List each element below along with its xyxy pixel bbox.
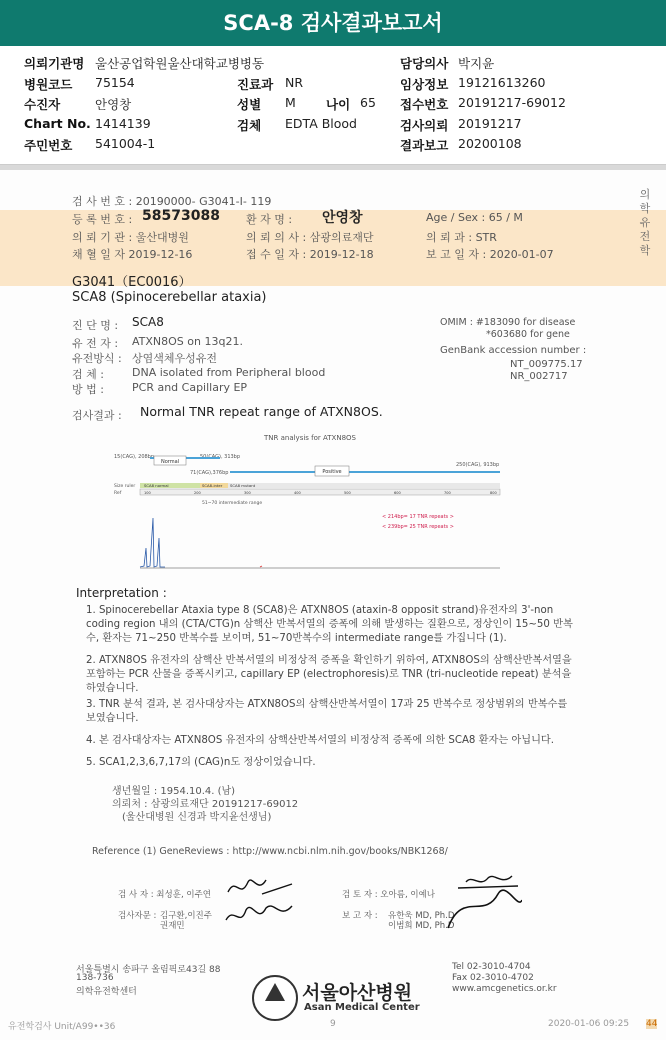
request-date-value: 20191217: [458, 116, 522, 131]
referrer-info: 의뢰처 : 삼광의료재단 20191217-69012: [112, 799, 299, 810]
signature-4: [448, 890, 522, 928]
trace-peaks: [140, 518, 165, 567]
footer-right: 2020-01-06 09:25: [548, 1019, 630, 1029]
result-label: 검사결과 :: [72, 409, 122, 422]
seg-inter-label: SCA8-inter: [202, 483, 223, 488]
omim-gene: *603680 for gene: [486, 329, 570, 340]
hospital-code-value: 75154: [95, 75, 135, 90]
genbank-nr: NR_002717: [510, 371, 568, 382]
website: www.amcgenetics.or.kr: [452, 984, 557, 994]
trace-marker: [260, 566, 262, 567]
report-title: SCA-8 검사결과보고서: [0, 0, 666, 46]
reporter: 유한욱 MD, Ph.D: [388, 911, 455, 921]
result-value: Normal TNR repeat range of ATXN8OS.: [140, 404, 383, 419]
diag-label: 진 단 명 :: [72, 319, 119, 332]
signatures: [222, 870, 522, 930]
footer-left: 유전학검사 Unit/A99••36: [8, 1022, 116, 1032]
dept-label: 진료과: [237, 77, 274, 92]
reg-no: 58573088: [142, 208, 220, 224]
clinical-label: 임상정보: [400, 77, 449, 92]
seg-normal-label: SCA8 normal: [144, 483, 169, 488]
specimen-value: EDTA Blood: [285, 116, 357, 131]
gene-label: 유 전 자 :: [72, 337, 119, 350]
figure-title: TNR analysis for ATXN8OS: [264, 434, 356, 442]
advisor-label: 검사자문 :: [118, 911, 157, 921]
advisor: 김구환,이진주: [160, 911, 212, 921]
positive-label: Positive: [322, 469, 342, 475]
attending-label: 담당의사: [400, 56, 449, 71]
req-doctor: 의 뢰 의 사 : 삼광의료재단: [246, 231, 374, 244]
reporter-label: 보 고 자 :: [342, 911, 378, 921]
specimen-label: 검체: [237, 118, 262, 133]
reporter-2: 이범희 MD, Ph.D: [388, 921, 455, 931]
report-date-label: 결과보고: [400, 138, 449, 153]
test-name: SCA8 (Spinocerebellar ataxia): [72, 290, 267, 305]
seg-mutant: [228, 483, 500, 488]
receipt-value: 20191217-69012: [458, 95, 566, 110]
institution-label: 의뢰기관명: [24, 56, 85, 71]
institution-value: 울산공업학원울산대학교병병동: [95, 56, 265, 71]
tel: Tel 02-3010-4704: [452, 962, 531, 972]
label-50cag: 50(CAG), 313bp: [200, 454, 241, 460]
sex-value: M: [285, 95, 296, 110]
signature-1: [228, 880, 292, 894]
size-ruler-label: Size ruler: [114, 484, 136, 489]
collect-date: 채 혈 일 자 2019-12-16: [72, 248, 193, 261]
tick-7: 700: [444, 491, 451, 495]
specimen2-label: 검 체 :: [72, 368, 104, 381]
interp-5: 5. SCA1,2,3,6,7,17의 (CAG)n도 정상이었습니다.: [86, 757, 316, 768]
label-71cag: 71(CAG),376bp: [190, 470, 229, 476]
hospital-logo: [252, 975, 298, 1021]
attending-value: 박지윤: [458, 56, 495, 71]
signature-3: [458, 876, 518, 888]
hospital-name-ko: 서울아산병원: [302, 982, 413, 1004]
dept-value: NR: [285, 75, 304, 90]
fax: Fax 02-3010-4702: [452, 973, 534, 983]
method-value: PCR and Capillary EP: [132, 381, 248, 394]
label-250cag: 250(CAG), 913bp: [456, 462, 500, 468]
patient-value: 안영창: [95, 97, 132, 112]
inherit-label: 유전방식 :: [72, 352, 122, 365]
advisor-2: 권재민: [160, 921, 185, 931]
tick-1: 100: [144, 491, 151, 495]
tick-3: 300: [244, 491, 251, 495]
sex-label: 성별: [237, 97, 262, 112]
address-3: 의학유전학센터: [76, 987, 137, 997]
specimen2-value: DNA isolated from Peripheral blood: [132, 366, 326, 379]
address-1: 서울특별시 송파구 올림픽로43길 88: [76, 965, 221, 975]
interp-3: 3. TNR 분석 결과, 본 검사대상자는 ATXN8OS의 삼핵산반복서열이 17과 25 반복수로 정상범위의 반복수를 보였습니다.: [86, 699, 568, 724]
report-date: 보 고 일 자 : 2020-01-07: [426, 248, 554, 261]
receive-date: 접 수 일 자 : 2019-12-18: [246, 248, 374, 261]
omim-disease: OMIM : #183090 for disease: [440, 317, 576, 328]
patient-name-label: 환 자 명 :: [246, 213, 293, 226]
clinical-value: 19121613260: [458, 75, 546, 90]
label-15cag: 15(CAG), 208bp: [114, 454, 155, 460]
signature-2: [226, 906, 292, 920]
receipt-label: 접수번호: [400, 97, 449, 112]
footer-page: 44: [646, 1019, 658, 1029]
patient-name: 안영창: [322, 210, 363, 226]
age-value: 65: [360, 95, 376, 110]
tick-6: 600: [394, 491, 401, 495]
genbank-label: GenBank accession number :: [440, 345, 587, 356]
address-2: 138-736: [76, 973, 114, 983]
chart-no-value: 1414139: [95, 116, 151, 131]
tick-5: 500: [344, 491, 351, 495]
interp-1: 1. Spinocerebellar Ataxia type 8 (SCA8)은 ATXN8OS (ataxin-8 opposit strand)유전자의 3'-non coding region 내의 (CTA/CTG)n 삼핵산 반복서열의 증폭에 의해 발생하는 질환으로, 정상인이 15~50 반복수, 환자는 71~250 반복수를 보이며, 51~70반복수의 intermediate range를 가집니다 (1).: [86, 605, 573, 644]
birth-info: 생년월일 : 1954.10.4. (남): [112, 786, 236, 797]
interp-title: Interpretation :: [76, 586, 167, 600]
repeat-25: < 239bp= 25 TNR repeats >: [382, 524, 454, 530]
patient-header: [0, 46, 666, 165]
reviewer: 검 토 자 : 오아름, 이예나: [342, 890, 435, 900]
id-label: 주민번호: [24, 138, 73, 153]
hospital-code-label: 병원코드: [24, 77, 73, 92]
tick-4: 400: [294, 491, 301, 495]
diag-value: SCA8: [132, 315, 164, 329]
tnr-figure: [110, 428, 510, 578]
id-value: 541004-1: [95, 136, 156, 151]
age-label: 나이: [326, 97, 351, 112]
interp-2: 2. ATXN8OS 유전자의 삼핵산 반복서열의 비정상적 증폭을 확인하기 위하여, ATXN8OS의 삼핵산반복서열을 포함하는 PCR 산물을 증폭시키고, capillary EP (electrophoresis)로 TNR (tri-nucleotide repeat) 분석을하였습니다.: [86, 655, 572, 694]
normal-label: Normal: [160, 459, 180, 465]
ref-label: Ref: [114, 491, 122, 496]
tick-2: 200: [194, 491, 201, 495]
repeat-17: < 214bp= 17 TNR repeats >: [382, 514, 454, 520]
req-dept: 의 뢰 과 : STR: [426, 231, 497, 244]
dept-vertical: 의학유전학: [639, 188, 651, 257]
referrer-info-2: (울산대병원 신경과 박지윤선생님): [122, 812, 272, 823]
interp-4: 4. 본 검사대상자는 ATXN8OS 유전자의 삼핵산반복서열의 비정상적 증폭에 의한 SCA8 환자는 아닙니다.: [86, 735, 555, 746]
examiner: 검 사 자 : 최성훈, 이주연: [118, 890, 211, 900]
seg-mutant-label: SCA8 mutant: [230, 483, 256, 488]
exam-no: 검 사 번 호 : 20190000- G3041-I- 119: [72, 195, 272, 208]
report-date-value: 20200108: [458, 136, 522, 151]
inherit-value: 상염색체우성유전: [132, 352, 218, 365]
reg-label: 등 록 번 호 :: [72, 213, 133, 226]
reference: Reference (1) GeneReviews : http://www.ncbi.nlm.nih.gov/books/NBK1268/: [92, 846, 448, 857]
chart-no-label: Chart No.: [24, 116, 91, 131]
hospital-name-en: Asan Medical Center: [304, 1002, 420, 1013]
gene-value: ATXN8OS on 13q21.: [132, 335, 243, 348]
tick-8: 800: [490, 491, 497, 495]
intermediate-label: 51~70 intermediate range: [202, 501, 263, 506]
genbank-nt: NT_009775.17: [510, 359, 583, 370]
test-code: G3041（EC0016）: [72, 275, 192, 290]
method-label: 방 법 :: [72, 383, 104, 396]
age-sex: Age / Sex : 65 / M: [426, 211, 523, 224]
req-inst: 의 뢰 기 관 : 울산대병원: [72, 231, 189, 244]
footer-mid: 9: [330, 1019, 336, 1029]
patient-label: 수진자: [24, 97, 61, 112]
request-date-label: 검사의뢰: [400, 118, 449, 133]
logo-mark: [265, 983, 285, 1001]
